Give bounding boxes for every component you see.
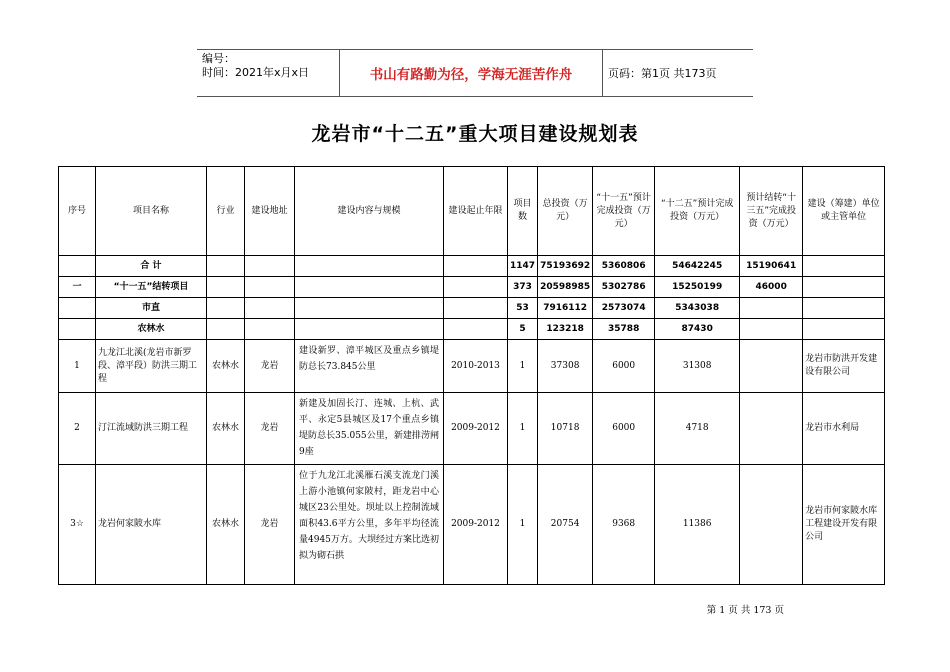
summary-seq (59, 319, 96, 340)
summary-row (59, 298, 885, 319)
summary-thirteenth (740, 319, 803, 340)
table-row (59, 393, 885, 465)
page-title: 龙岩市“十二五”重大项目建设规划表 (311, 123, 639, 145)
header-meta (197, 50, 339, 96)
summary-eleventh: 2573074 (593, 298, 655, 319)
header-eleventh: “十一五”预计完成投资（万元） (593, 167, 655, 256)
row-thirteenth (740, 393, 803, 465)
row-unit: 龙岩市防洪开发建设有限公司 (803, 340, 885, 393)
header-industry: 行业 (207, 167, 245, 256)
summary-row (59, 256, 885, 277)
row-industry: 农林水 (207, 340, 245, 393)
summary-total: 20598985 (538, 277, 593, 298)
row-name: 汀江流域防洪三期工程 (96, 393, 207, 465)
summary-twelfth: 15250199 (655, 277, 740, 298)
row-twelfth: 11386 (655, 465, 740, 585)
summary-row (59, 277, 885, 298)
row-seq: 1 (59, 340, 96, 393)
summary-thirteenth (740, 298, 803, 319)
row-unit: 龙岩市何家陂水库工程建设开发有限公司 (803, 465, 885, 585)
row-eleventh: 6000 (593, 340, 655, 393)
row-seq: 3☆ (59, 465, 96, 585)
summary-eleventh: 35788 (593, 319, 655, 340)
header-seq: 序号 (59, 167, 96, 256)
row-twelfth: 31308 (655, 340, 740, 393)
summary-total: 75193692 (538, 256, 593, 277)
table-header-row (59, 167, 885, 256)
row-eleventh: 9368 (593, 465, 655, 585)
header-twelfth: “十二五”预计完成投资（万元） (655, 167, 740, 256)
row-thirteenth (740, 465, 803, 585)
summary-count: 1147 (508, 256, 538, 277)
summary-total: 7916112 (538, 298, 593, 319)
table-row (59, 465, 885, 585)
header-content: 建设内容与规模 (295, 167, 444, 256)
row-content-text: 位于九龙江北溪雁石溪支流龙门溪上游小池镇何家陂村，距龙岩中心城区23公里处。坝址以上控制流域面积43.6平方公里，多年平均径流量4945万方。大坝经过方案比选初拟为砌石拱 (299, 471, 439, 561)
header-name: 项目名称 (96, 167, 207, 256)
header-period: 建设起止年限 (444, 167, 508, 256)
summary-name: 合 计 (96, 256, 207, 277)
summary-row (59, 319, 885, 340)
row-name: 龙岩何家陂水库 (96, 465, 207, 585)
number-label: 编号： (202, 52, 235, 65)
row-period: 2010-2013 (444, 340, 508, 393)
row-twelfth: 4718 (655, 393, 740, 465)
table-row (59, 340, 885, 393)
row-seq: 2 (59, 393, 96, 465)
row-count: 1 (508, 340, 538, 393)
summary-count: 5 (508, 319, 538, 340)
row-count: 1 (508, 465, 538, 585)
summary-seq (59, 256, 96, 277)
row-content (295, 465, 444, 585)
project-table (58, 166, 885, 585)
summary-name: 市直 (96, 298, 207, 319)
row-content: 建设新罗、漳平城区及重点乡镇堤防总长73.845公里 (295, 340, 444, 393)
summary-twelfth: 54642245 (655, 256, 740, 277)
row-unit: 龙岩市水利局 (803, 393, 885, 465)
row-name: 九龙江北溪(龙岩市新罗段、漳平段）防洪三期工程 (96, 340, 207, 393)
header-count: 项目数 (508, 167, 538, 256)
document-header (197, 49, 753, 97)
summary-name: “十一五”结转项目 (96, 277, 207, 298)
row-location: 龙岩 (245, 340, 295, 393)
summary-twelfth: 87430 (655, 319, 740, 340)
header-unit: 建设（筹建）单位或主管单位 (803, 167, 885, 256)
header-thirteenth: 预计结转“十三五”完成投资（万元） (740, 167, 803, 256)
row-period: 2009-2012 (444, 465, 508, 585)
row-period: 2009-2012 (444, 393, 508, 465)
row-eleventh: 6000 (593, 393, 655, 465)
summary-seq: 一 (59, 277, 96, 298)
row-thirteenth (740, 340, 803, 393)
summary-count: 373 (508, 277, 538, 298)
summary-thirteenth: 46000 (740, 277, 803, 298)
row-location: 龙岩 (245, 465, 295, 585)
row-content: 新建及加固长汀、连城、上杭、武平、永定5县城区及17个重点乡镇堤防总长35.055公里，新建排涝闸9座 (295, 393, 444, 465)
header-location: 建设地址 (245, 167, 295, 256)
summary-total: 123218 (538, 319, 593, 340)
header-total: 总投资（万元） (538, 167, 593, 256)
summary-eleventh: 5360806 (593, 256, 655, 277)
row-total: 37308 (538, 340, 593, 393)
time-label: 时间：2021年x月x日 (202, 66, 310, 79)
row-total: 20754 (538, 465, 593, 585)
page-info: 页码：第1页 共173页 (608, 67, 717, 80)
summary-twelfth: 5343038 (655, 298, 740, 319)
row-location: 龙岩 (245, 393, 295, 465)
row-total: 10718 (538, 393, 593, 465)
summary-seq (59, 298, 96, 319)
summary-eleventh: 5302786 (593, 277, 655, 298)
row-count: 1 (508, 393, 538, 465)
row-industry: 农林水 (207, 393, 245, 465)
summary-thirteenth: 15190641 (740, 256, 803, 277)
motto: 书山有路勤为径，学海无涯苦作舟 (339, 50, 603, 96)
page-footer: 第 1 页 共 173 页 (706, 605, 784, 616)
row-industry: 农林水 (207, 465, 245, 585)
summary-count: 53 (508, 298, 538, 319)
summary-name: 农林水 (96, 319, 207, 340)
